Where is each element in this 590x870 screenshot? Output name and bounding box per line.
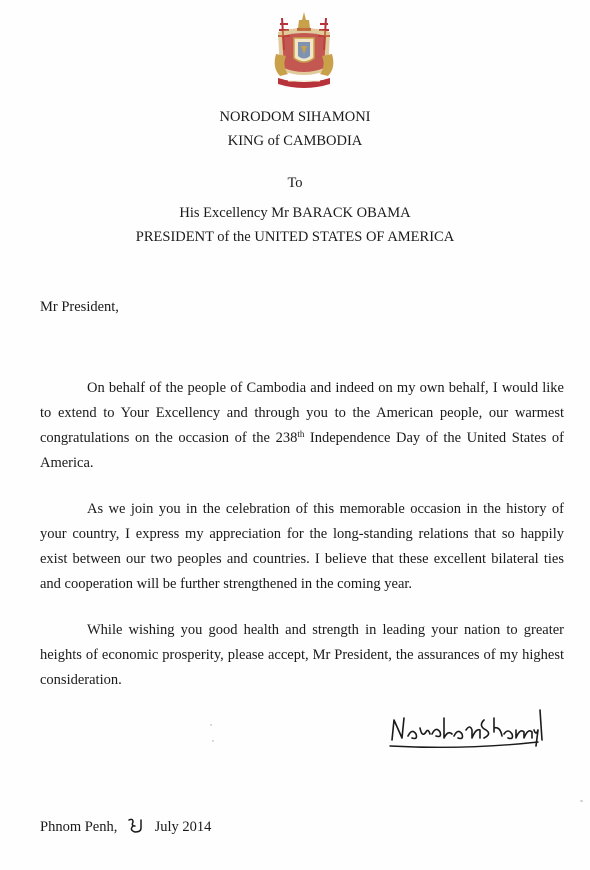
recipient-title: PRESIDENT of the UNITED STATES OF AMERICA <box>135 229 455 245</box>
paragraph-2-text: As we join you in the celebration of this memorable occasion in the history of your country, I express my appreciation for the long-standing relations that so happily exist between our two peoples and countries. I believe that these excellent bilateral ties and cooperation will be further strengthened in the coming year. <box>40 501 564 592</box>
date: July 2014 <box>154 819 212 835</box>
handwritten-day-icon <box>121 816 151 834</box>
place: Phnom Penh, <box>40 819 118 835</box>
sender-name: NORODOM SIHAMONI <box>219 109 371 125</box>
place-and-date <box>40 816 211 836</box>
body-paragraph-1 <box>40 376 564 476</box>
body-paragraph-2 <box>40 497 564 597</box>
ordinal-suffix: th <box>297 429 305 439</box>
paragraph-1-text-end: Independence Day of the United States of America. <box>40 430 564 471</box>
paragraph-3-text: While wishing you good health and strength in leading your nation to greater heights of economic prosperity, please accept, Mr President, the assurances of my highest consideration. <box>40 622 564 688</box>
paper-speck <box>210 724 212 726</box>
paper-speck <box>580 800 583 802</box>
to-label: To <box>287 175 303 191</box>
signature-icon <box>386 706 546 752</box>
paragraph-1-text: On behalf of the people of Cambodia and indeed on my own behalf, I would like to extend to Your Excellency and through you to the American people, our warmest congratulations on the occasion of the 238 <box>40 380 564 446</box>
sender-title: KING of CAMBODIA <box>227 133 363 149</box>
recipient-name: His Excellency Mr BARACK OBAMA <box>179 205 411 221</box>
paper-speck <box>212 740 214 742</box>
body-paragraph-3 <box>40 618 564 693</box>
salutation: Mr President, <box>40 299 119 315</box>
royal-arms-icon <box>268 10 340 92</box>
